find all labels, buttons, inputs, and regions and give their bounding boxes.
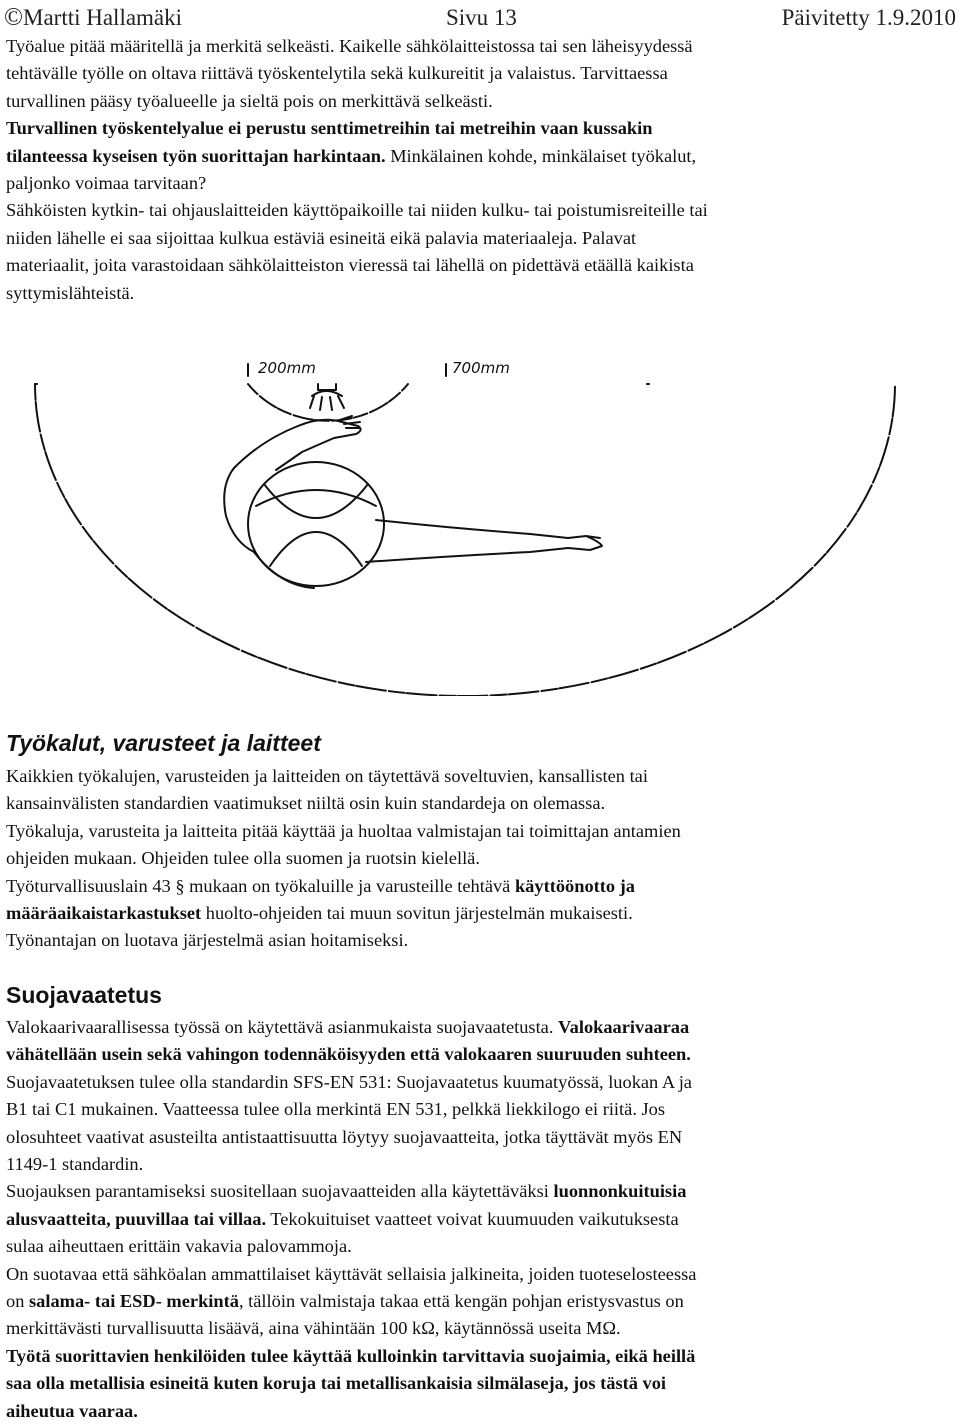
extended-hand — [568, 536, 602, 550]
bold-text: käyttöönotto ja — [514, 875, 635, 896]
working-area-figure — [30, 356, 930, 696]
section-title-tools: Työkalut, varusteet ja laitteet — [6, 730, 321, 756]
text-line-bold — [6, 1041, 956, 1068]
text-line: niiden lähelle ei saa sijoittaa kulkua estäviä esineitä eikä palavia materiaaleja. Palavat — [6, 227, 637, 248]
text-line-bold — [6, 1370, 956, 1397]
text-line — [6, 873, 956, 900]
text-line: materiaalit, joita varastoidaan sähkölaitteiston vieressä tai lähellä on pidettävä etäällä kaikista — [6, 255, 694, 276]
text-run: Työturvallisuuslain 43 — [6, 875, 176, 896]
text-line — [6, 1288, 956, 1315]
text-line — [6, 143, 956, 170]
text-line: turvallinen pääsy työalueelle ja sieltä pois on merkittävä selkeästi. — [6, 90, 493, 111]
text-run: mukaan on työkaluille ja varusteille tehtävä — [184, 875, 515, 896]
text-line: Työalue pitää määritellä ja merkitä selkeästi. Kaikelle sähkölaitteistossa tai sen läheisyydessä — [6, 36, 693, 56]
bold-text: luonnonkuituisia — [553, 1181, 687, 1202]
text-line: Työkaluja, varusteita ja laitteita pitää käyttää ja huoltaa valmistajan tai toimittajan antamien — [6, 820, 681, 841]
bold-text: määräaikaistarkastukset — [6, 903, 202, 924]
label-700mm: 700mm — [452, 359, 510, 377]
bold-text: salama- tai ESD- merkintä — [29, 1291, 239, 1312]
extended-arm-lower — [366, 548, 568, 562]
intro-paragraph — [6, 33, 956, 307]
label-200mm: 200mm — [258, 359, 316, 377]
text-line-bold — [6, 115, 956, 142]
reaching-arm — [234, 420, 361, 470]
header-updated-date: Päivitetty 1.9.2010 — [781, 5, 956, 30]
text-run: huolto-ohjeiden tai muun sovitun järjestelmän mukaisesti. — [201, 903, 633, 924]
text-line — [6, 1206, 956, 1233]
extended-arm — [376, 520, 568, 538]
copyright-symbol: © — [4, 4, 23, 31]
text-line: Suojavaatetuksen tulee olla standardin SFS-EN 531: Suojavaatetus kuumatyössä, luokan A ja — [6, 1071, 692, 1092]
text-line: Työnantajan on luotava järjestelmä asian hoitamiseksi. — [6, 930, 409, 951]
text-line: Sähköisten kytkin- tai ohjauslaitteiden käyttöpaikoille tai niiden kulku- tai poistumisreiteille tai — [6, 200, 708, 221]
bold-text: Turvallinen työskentelyalue ei perustu senttimetreihin tai metreihin vaan kussakin — [6, 118, 653, 139]
text-line: sulaa aiheuttaen erittäin vakavia palovammoja. — [6, 1236, 352, 1257]
text-run: Suojauksen parantamiseksi suositellaan suojavaatteiden alla käytettäväksi — [6, 1181, 554, 1202]
header-author — [4, 2, 182, 34]
text-run: Tekokuituiset vaatteet voivat kuumuuden vaikutuksesta — [266, 1208, 679, 1229]
text-line-bold — [6, 1398, 956, 1425]
bold-text: tilanteessa kyseisen työn suorittajan harkintaan. — [6, 145, 386, 166]
worker-body-edge — [254, 552, 314, 588]
device-symbol — [310, 384, 344, 410]
text-line — [6, 1014, 956, 1041]
text-line — [6, 1178, 956, 1205]
author-name: Martti Hallamäki — [23, 5, 183, 30]
page-header — [4, 2, 956, 34]
text-line: olosuhteet vaativat asusteilta antistaattisuutta löytyy suojavaatteita, jotka täyttävät myös EN — [6, 1126, 683, 1147]
bold-text: saa olla metallisia esineitä kuten koruja tai metallisankaisia silmälaseja, jos tästä voi — [6, 1373, 667, 1394]
text-line: tehtävälle työlle on oltava riittävä työskentelytila sekä kulkureitit ja valaistus. Tarvittaessa — [6, 63, 668, 84]
tools-paragraph — [6, 763, 956, 955]
bold-text: Työtä suorittavien henkilöiden tulee käyttää kulloinkin tarvittavia suojaimia, eikä heillä — [6, 1345, 696, 1366]
text-line: ohjeiden mukaan. Ohjeiden tulee olla suomen ja ruotsin kielellä. — [6, 848, 480, 869]
bold-text: vähätellään usein sekä vahingon todennäköisyyden että valokaaren suuruuden suhteen. — [6, 1044, 691, 1065]
text-line: 1149-1 standardin. — [6, 1154, 144, 1175]
text-line: B1 tai C1 mukainen. Vaatteessa tulee olla merkintä EN 531, pelkkä liekkilogo ei riitä. Jos — [6, 1099, 666, 1120]
text-run: Valokaarivaarallisessa työssä on käytettävä asianmukaista suojavaatetusta. — [6, 1017, 559, 1037]
bold-text: alusvaatteita, puuvillaa tai villaa. — [6, 1208, 267, 1229]
text-line: On suotavaa että sähköalan ammattilaiset käyttävät sellaisia jalkineita, joiden tuoteselosteessa — [6, 1263, 697, 1284]
helmet-brim — [256, 490, 376, 506]
header-page-number: Sivu 13 — [446, 5, 517, 30]
text-run: Minkälainen kohde, minkälaiset työkalut, — [385, 145, 697, 166]
clothing-paragraph — [6, 1014, 956, 1425]
text-line: Kaikkien työkalujen, varusteiden ja laitteiden on täytettävä soveltuvien, kansallisten tai — [6, 766, 648, 786]
outer-reach-arc — [35, 384, 895, 696]
section-symbol: § — [175, 875, 185, 896]
text-run: on — [6, 1291, 29, 1312]
text-run: , tällöin valmistaja takaa että kengän pohjan eristysvastus on — [238, 1291, 684, 1312]
bold-text: aiheutua vaaraa. — [6, 1400, 138, 1421]
text-line: merkittävästi turvallisuutta lisäävä, aina vähintään 100 kΩ, käytännössä useita MΩ. — [6, 1318, 621, 1339]
text-line: syttymislähteistä. — [6, 282, 135, 303]
section-title-clothing: Suojavaatetus — [6, 982, 162, 1008]
text-line — [6, 900, 956, 927]
text-line: kansainvälisten standardien vaatimukset niiltä osin kuin standardeja on olemassa. — [6, 793, 606, 814]
working-area-drawing — [30, 356, 930, 696]
text-line-bold — [6, 1343, 956, 1370]
bold-text: Valokaarivaaraa — [558, 1017, 690, 1037]
text-line: paljonko voimaa tarvitaan? — [6, 173, 207, 194]
